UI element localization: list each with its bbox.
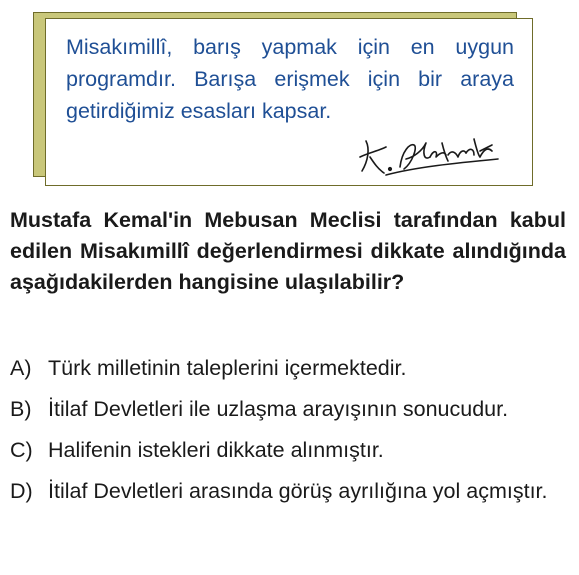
option-text: Türk milletinin taleplerini içermektedir. [48,356,407,380]
option-letter: C) [10,438,33,462]
option-letter: A) [10,356,32,380]
option-a[interactable] [10,353,566,384]
option-d[interactable] [10,476,566,507]
quote-box [45,18,533,186]
option-text: Halifenin istekleri dikkate alınmıştır. [48,438,384,462]
option-text: İtilaf Devletleri ile uzlaşma arayışının sonucudur. [48,397,509,421]
option-letter: B) [10,397,32,421]
option-b[interactable] [10,394,566,425]
option-letter: D) [10,479,33,503]
ataturk-signature [356,129,506,179]
option-text: İtilaf Devletleri arasında görüş ayrılığına yol açmıştır. [48,479,548,503]
answer-options [10,353,566,517]
question-text: Mustafa Kemal'in Mebusan Meclisi tarafından kabul edilen Misakımillî değerlendirmesi dikkate alındığında aşağıdakilerden hangisine ulaşılabilir? [10,208,566,294]
quote-text: Misakımillî, barış yapmak için en uygun programdır. Barışa erişmek için bir araya getirdiğimiz esasları kapsar. [66,35,514,123]
option-c[interactable] [10,435,566,466]
